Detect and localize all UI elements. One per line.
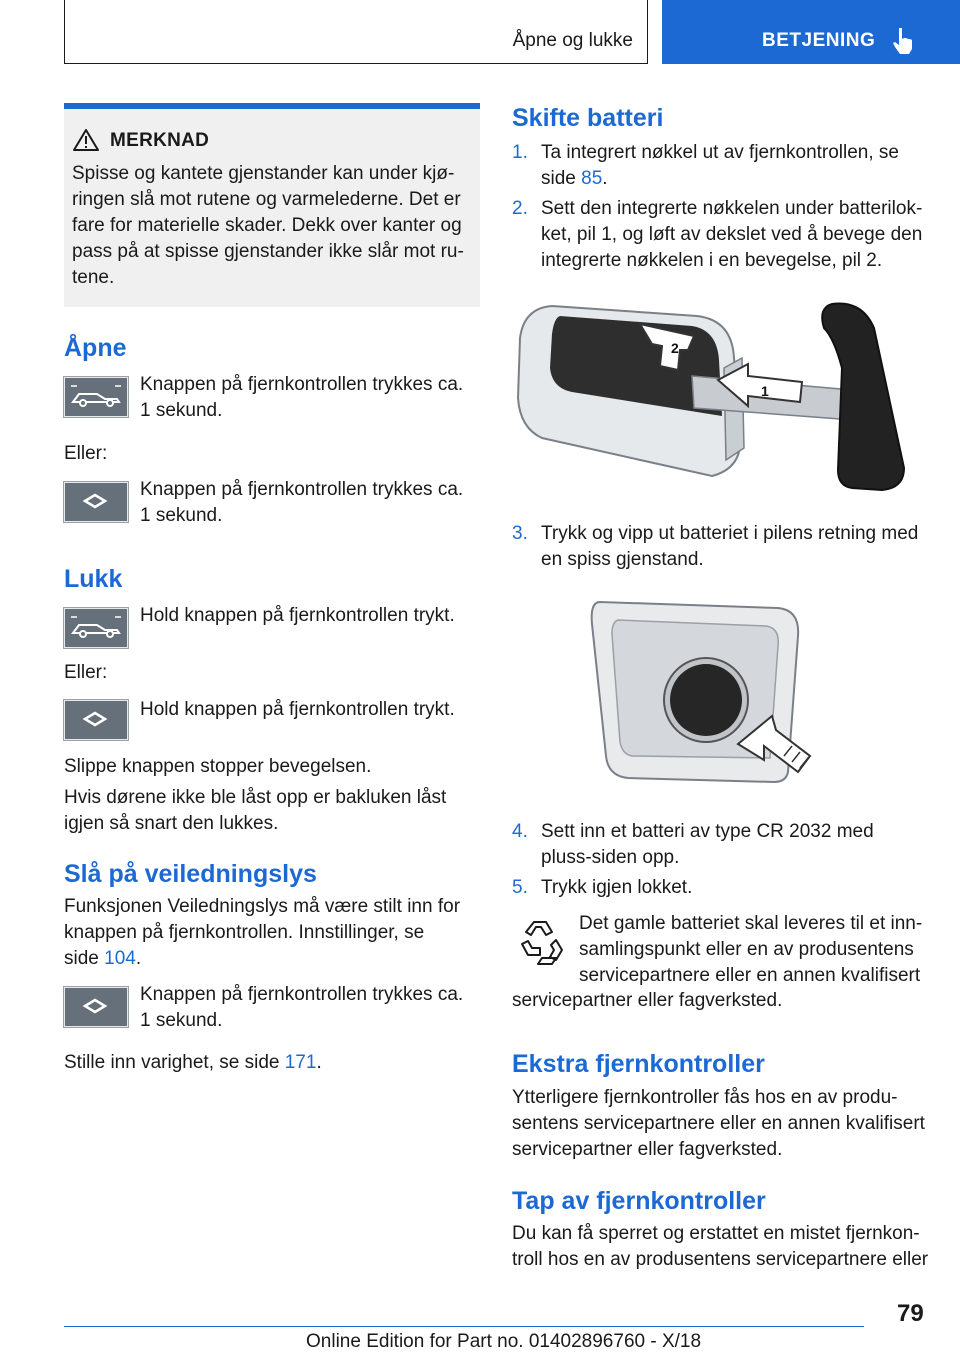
diamond-light-icon <box>65 701 126 738</box>
close-note <box>64 785 474 837</box>
text-line: en spiss gjenstand. <box>541 549 704 570</box>
pointing-hand-icon <box>890 26 914 56</box>
open-heading: Åpne <box>64 334 127 362</box>
close-tile2-text: Hold knappen på fjernkontrollen trykt. <box>140 699 455 720</box>
step-number: 4. <box>512 821 528 842</box>
header-frame <box>64 0 648 64</box>
open-or-label: Eller: <box>64 443 108 464</box>
text-line: igjen så snart den lukkes. <box>64 813 279 834</box>
step-1-text <box>541 140 941 192</box>
notice-line: ringen slå mot rutene og varmelederne. Det er <box>72 189 461 210</box>
text-fragment: side <box>64 948 105 969</box>
notice-line: tene. <box>72 267 115 288</box>
text-line: Funksjonen Veiledningslys må være stilt inn for <box>64 896 461 917</box>
text-line: Det gamle batteriet skal leveres til et inn- <box>579 913 923 934</box>
text-line: servicepartnere eller en annen kvalifisert <box>579 965 921 986</box>
guide-light-text <box>64 894 474 972</box>
text-line: samlingspunkt eller en av produsentens <box>579 939 914 960</box>
text-line: Knappen på fjernkontrollen trykkes ca. <box>140 374 464 395</box>
light-button-tile <box>64 987 128 1027</box>
text-fragment: side <box>541 168 582 189</box>
page-link[interactable]: 104 <box>104 948 136 969</box>
text-fragment: . <box>602 168 608 189</box>
svg-text:2: 2 <box>671 340 679 356</box>
text-line: Ta integrert nøkkel ut av fjernkontrollen, se <box>541 142 900 163</box>
key-removal-illustration <box>512 298 912 498</box>
step-4-text <box>541 819 941 871</box>
diamond-light-icon <box>65 988 126 1025</box>
text-line: Sett den integrerte nøkkelen under batterilok- <box>541 198 923 219</box>
car-trunk-icon <box>65 378 126 415</box>
text-fragment: Stille inn varighet, se side <box>64 1052 285 1073</box>
light-button-tile <box>64 482 128 522</box>
battery-heading: Skifte batteri <box>512 104 664 132</box>
chapter-tab-label: BETJENING <box>762 30 876 51</box>
footer-rule <box>64 1326 864 1327</box>
notice-text <box>72 161 472 291</box>
extra-remote-heading: Ekstra fjernkontroller <box>512 1050 765 1078</box>
notice-line: Spisse og kantete gjenstander kan under kjø- <box>72 163 455 184</box>
footer-edition: Online Edition for Part no. 01402896760 - X/18 <box>306 1331 702 1352</box>
step-3-text <box>541 521 941 573</box>
step-number: 5. <box>512 877 528 898</box>
car-trunk-icon <box>65 609 126 646</box>
page-number: 79 <box>897 1300 924 1327</box>
text-line: troll hos en av produsentens servicepartnere eller <box>512 1249 929 1270</box>
text-line: Trykk og vipp ut batteriet i pilens retning med <box>541 523 919 544</box>
text-line: Hvis dørene ikke ble låst opp er bakluken låst <box>64 787 447 808</box>
text-line: servicepartner eller fagverksted. <box>512 1139 783 1160</box>
recycle-note <box>579 911 939 989</box>
notice-heading: MERKNAD <box>110 130 210 151</box>
recycle-icon <box>512 914 568 970</box>
text-fragment: . <box>135 948 142 969</box>
page-link[interactable]: 171 <box>284 1052 317 1073</box>
open-tile1-text <box>140 372 470 424</box>
text-line: knappen på fjernkontrollen. Innstillinger, se <box>64 922 425 943</box>
lost-remote-text <box>512 1221 942 1273</box>
guide-tile-text <box>140 982 470 1034</box>
close-tile1-text: Hold knappen på fjernkontrollen trykt. <box>140 605 455 626</box>
svg-text:1: 1 <box>761 383 769 399</box>
text-line: sentens servicepartnere eller en annen kvalifisert <box>512 1113 925 1134</box>
open-tile2-text <box>140 477 470 529</box>
text-line: 1 sekund. <box>140 400 223 421</box>
text-line: pluss-siden opp. <box>541 847 680 868</box>
step-5-text: Trykk igjen lokket. <box>541 877 693 898</box>
text-fragment: . <box>316 1052 322 1073</box>
step-number: 3. <box>512 523 528 544</box>
lost-remote-heading: Tap av fjernkontroller <box>512 1187 766 1215</box>
release-text: Slippe knappen stopper bevegelsen. <box>64 756 372 777</box>
section-title: Åpne og lukke <box>512 30 633 51</box>
extra-remote-text <box>512 1085 942 1163</box>
notice-line: pass på at spisse gjenstander ikke slår mot ru- <box>72 241 464 262</box>
step-2-text <box>541 196 941 274</box>
text-line: integrerte nøkkelen i en bevegelse, pil 2. <box>541 250 883 271</box>
trunk-button-tile <box>64 377 128 417</box>
page-link[interactable]: 85 <box>581 168 603 189</box>
text-line: 1 sekund. <box>140 505 223 526</box>
text-line <box>64 946 474 972</box>
trunk-button-tile <box>64 608 128 648</box>
recycle-note-end: servicepartner eller fagverksted. <box>512 990 783 1011</box>
step-number: 1. <box>512 142 528 163</box>
diamond-light-icon <box>65 483 126 520</box>
text-line: ket, pil 1, og løft av dekslet ved å bevege den <box>541 224 923 245</box>
step-number: 2. <box>512 198 528 219</box>
text-line: Sett inn et batteri av type CR 2032 med <box>541 821 874 842</box>
warning-triangle-icon <box>72 128 100 152</box>
text-line: Du kan få sperret og erstattet en mistet fjernkon- <box>512 1223 920 1244</box>
text-line: 1 sekund. <box>140 1010 223 1031</box>
notice-line: fare for materielle skader. Dekk over kanter og <box>72 215 462 236</box>
battery-removal-illustration <box>588 596 838 784</box>
guide-light-heading: Slå på veiledningslys <box>64 860 317 888</box>
light-button-tile <box>64 700 128 740</box>
text-line: Knappen på fjernkontrollen trykkes ca. <box>140 479 464 500</box>
chapter-tab[interactable] <box>662 0 960 64</box>
close-heading: Lukk <box>64 565 123 593</box>
text-line: Knappen på fjernkontrollen trykkes ca. <box>140 984 464 1005</box>
duration-text <box>64 1050 322 1076</box>
text-line: Ytterligere fjernkontroller fås hos en av produ- <box>512 1087 898 1108</box>
text-line <box>541 166 941 192</box>
close-or-label: Eller: <box>64 662 108 683</box>
